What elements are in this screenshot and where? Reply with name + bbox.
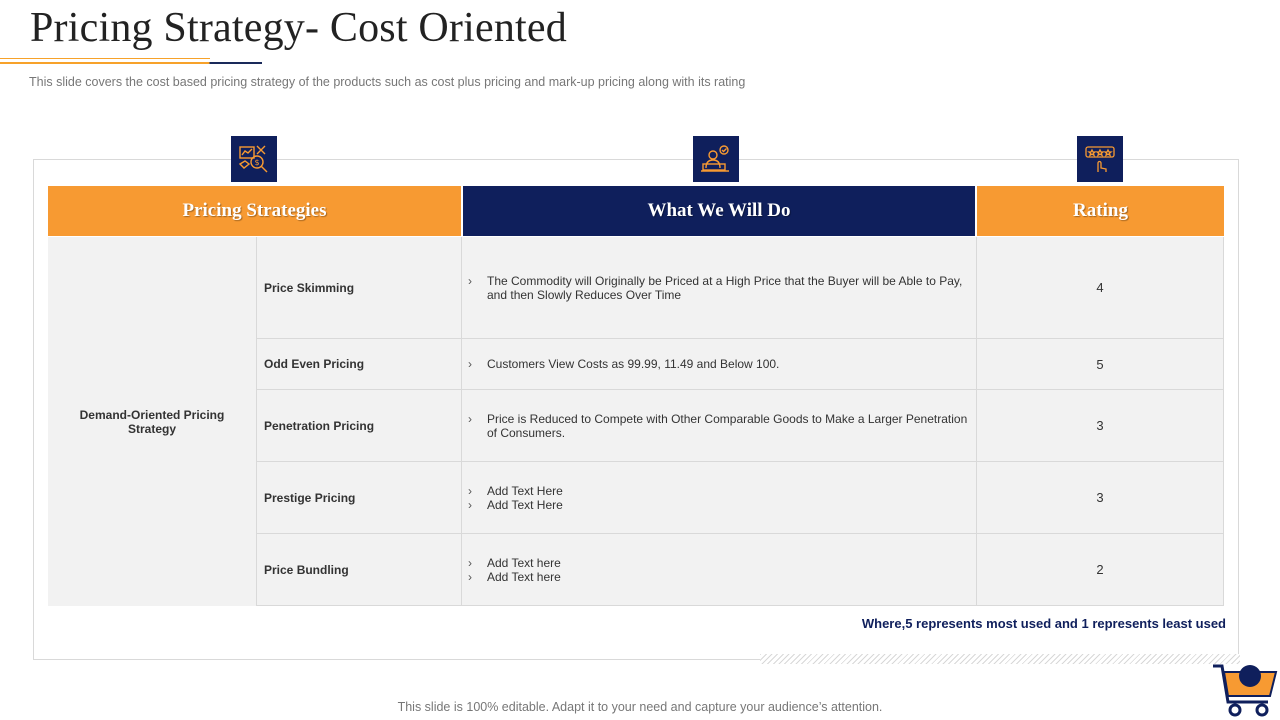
- desc-text: Add Text here: [487, 555, 561, 570]
- slide-title: Pricing Strategy- Cost Oriented: [30, 5, 567, 51]
- svg-text:$: $: [254, 158, 260, 167]
- table-row-desc: [462, 390, 977, 462]
- title-underline: [0, 62, 262, 64]
- chevron-right-icon: ›: [468, 357, 472, 371]
- list-item: [468, 484, 970, 498]
- table-row-name: Price Skimming: [257, 237, 462, 339]
- chevron-right-icon: ›: [468, 411, 472, 426]
- header-what-we-will-do: What We Will Do: [463, 186, 975, 236]
- header-pricing-strategies: Pricing Strategies: [48, 186, 461, 236]
- table-row-rating: 3: [977, 462, 1224, 534]
- table-row-name: Price Bundling: [257, 534, 462, 606]
- table-row-desc: [462, 462, 977, 534]
- chevron-right-icon: ›: [468, 555, 472, 570]
- list-item: [468, 412, 970, 440]
- list-item: [468, 570, 970, 584]
- list-item: [468, 357, 970, 371]
- chevron-right-icon: ›: [468, 273, 472, 288]
- chevron-right-icon: ›: [468, 569, 472, 584]
- table-row-desc: [462, 339, 977, 390]
- table-row-desc: [462, 237, 977, 339]
- desc-text: The Commodity will Originally be Priced at a High Price that the Buyer will be Able to Pay, and then Slowly Reduces Over Time: [487, 273, 963, 302]
- table-row-name: Odd Even Pricing: [257, 339, 462, 390]
- desc-text: Add Text here: [487, 569, 561, 584]
- title-underline-accent: [0, 58, 210, 59]
- desc-text: Customers View Costs as 99.99, 11.49 and Below 100.: [487, 357, 780, 371]
- table-row-name: Penetration Pricing: [257, 390, 462, 462]
- decorative-hatch: [760, 654, 1240, 664]
- rating-stars-icon: [1077, 136, 1123, 182]
- desc-text: Add Text Here: [487, 483, 563, 498]
- table-row-rating: 3: [977, 390, 1224, 462]
- list-item: [468, 556, 970, 570]
- group-label: Demand-Oriented Pricing Strategy: [48, 237, 257, 606]
- table-row-rating: 4: [977, 237, 1224, 339]
- slide-subtitle: This slide covers the cost based pricing strategy of the products such as cost plus pricing and mark-up pricing along with its rating: [29, 75, 746, 89]
- person-laptop-icon: [693, 136, 739, 182]
- list-item: [468, 498, 970, 512]
- table-row-rating: 2: [977, 534, 1224, 606]
- chevron-right-icon: ›: [468, 497, 472, 512]
- table-row-desc: [462, 534, 977, 606]
- rating-legend-note: Where,5 represents most used and 1 represents least used: [861, 616, 1226, 631]
- header-rating: Rating: [977, 186, 1224, 236]
- chevron-right-icon: ›: [468, 483, 472, 498]
- money-analytics-icon: [231, 136, 277, 182]
- slide-footer: This slide is 100% editable. Adapt it to your need and capture your audience’s attention.: [397, 700, 883, 714]
- desc-text: Price is Reduced to Compete with Other Comparable Goods to Make a Larger Penetration of Consumers.: [487, 411, 968, 440]
- table-row-name: Prestige Pricing: [257, 462, 462, 534]
- desc-text: Add Text Here: [487, 497, 563, 512]
- list-item: [468, 274, 970, 302]
- table-row-rating: 5: [977, 339, 1224, 390]
